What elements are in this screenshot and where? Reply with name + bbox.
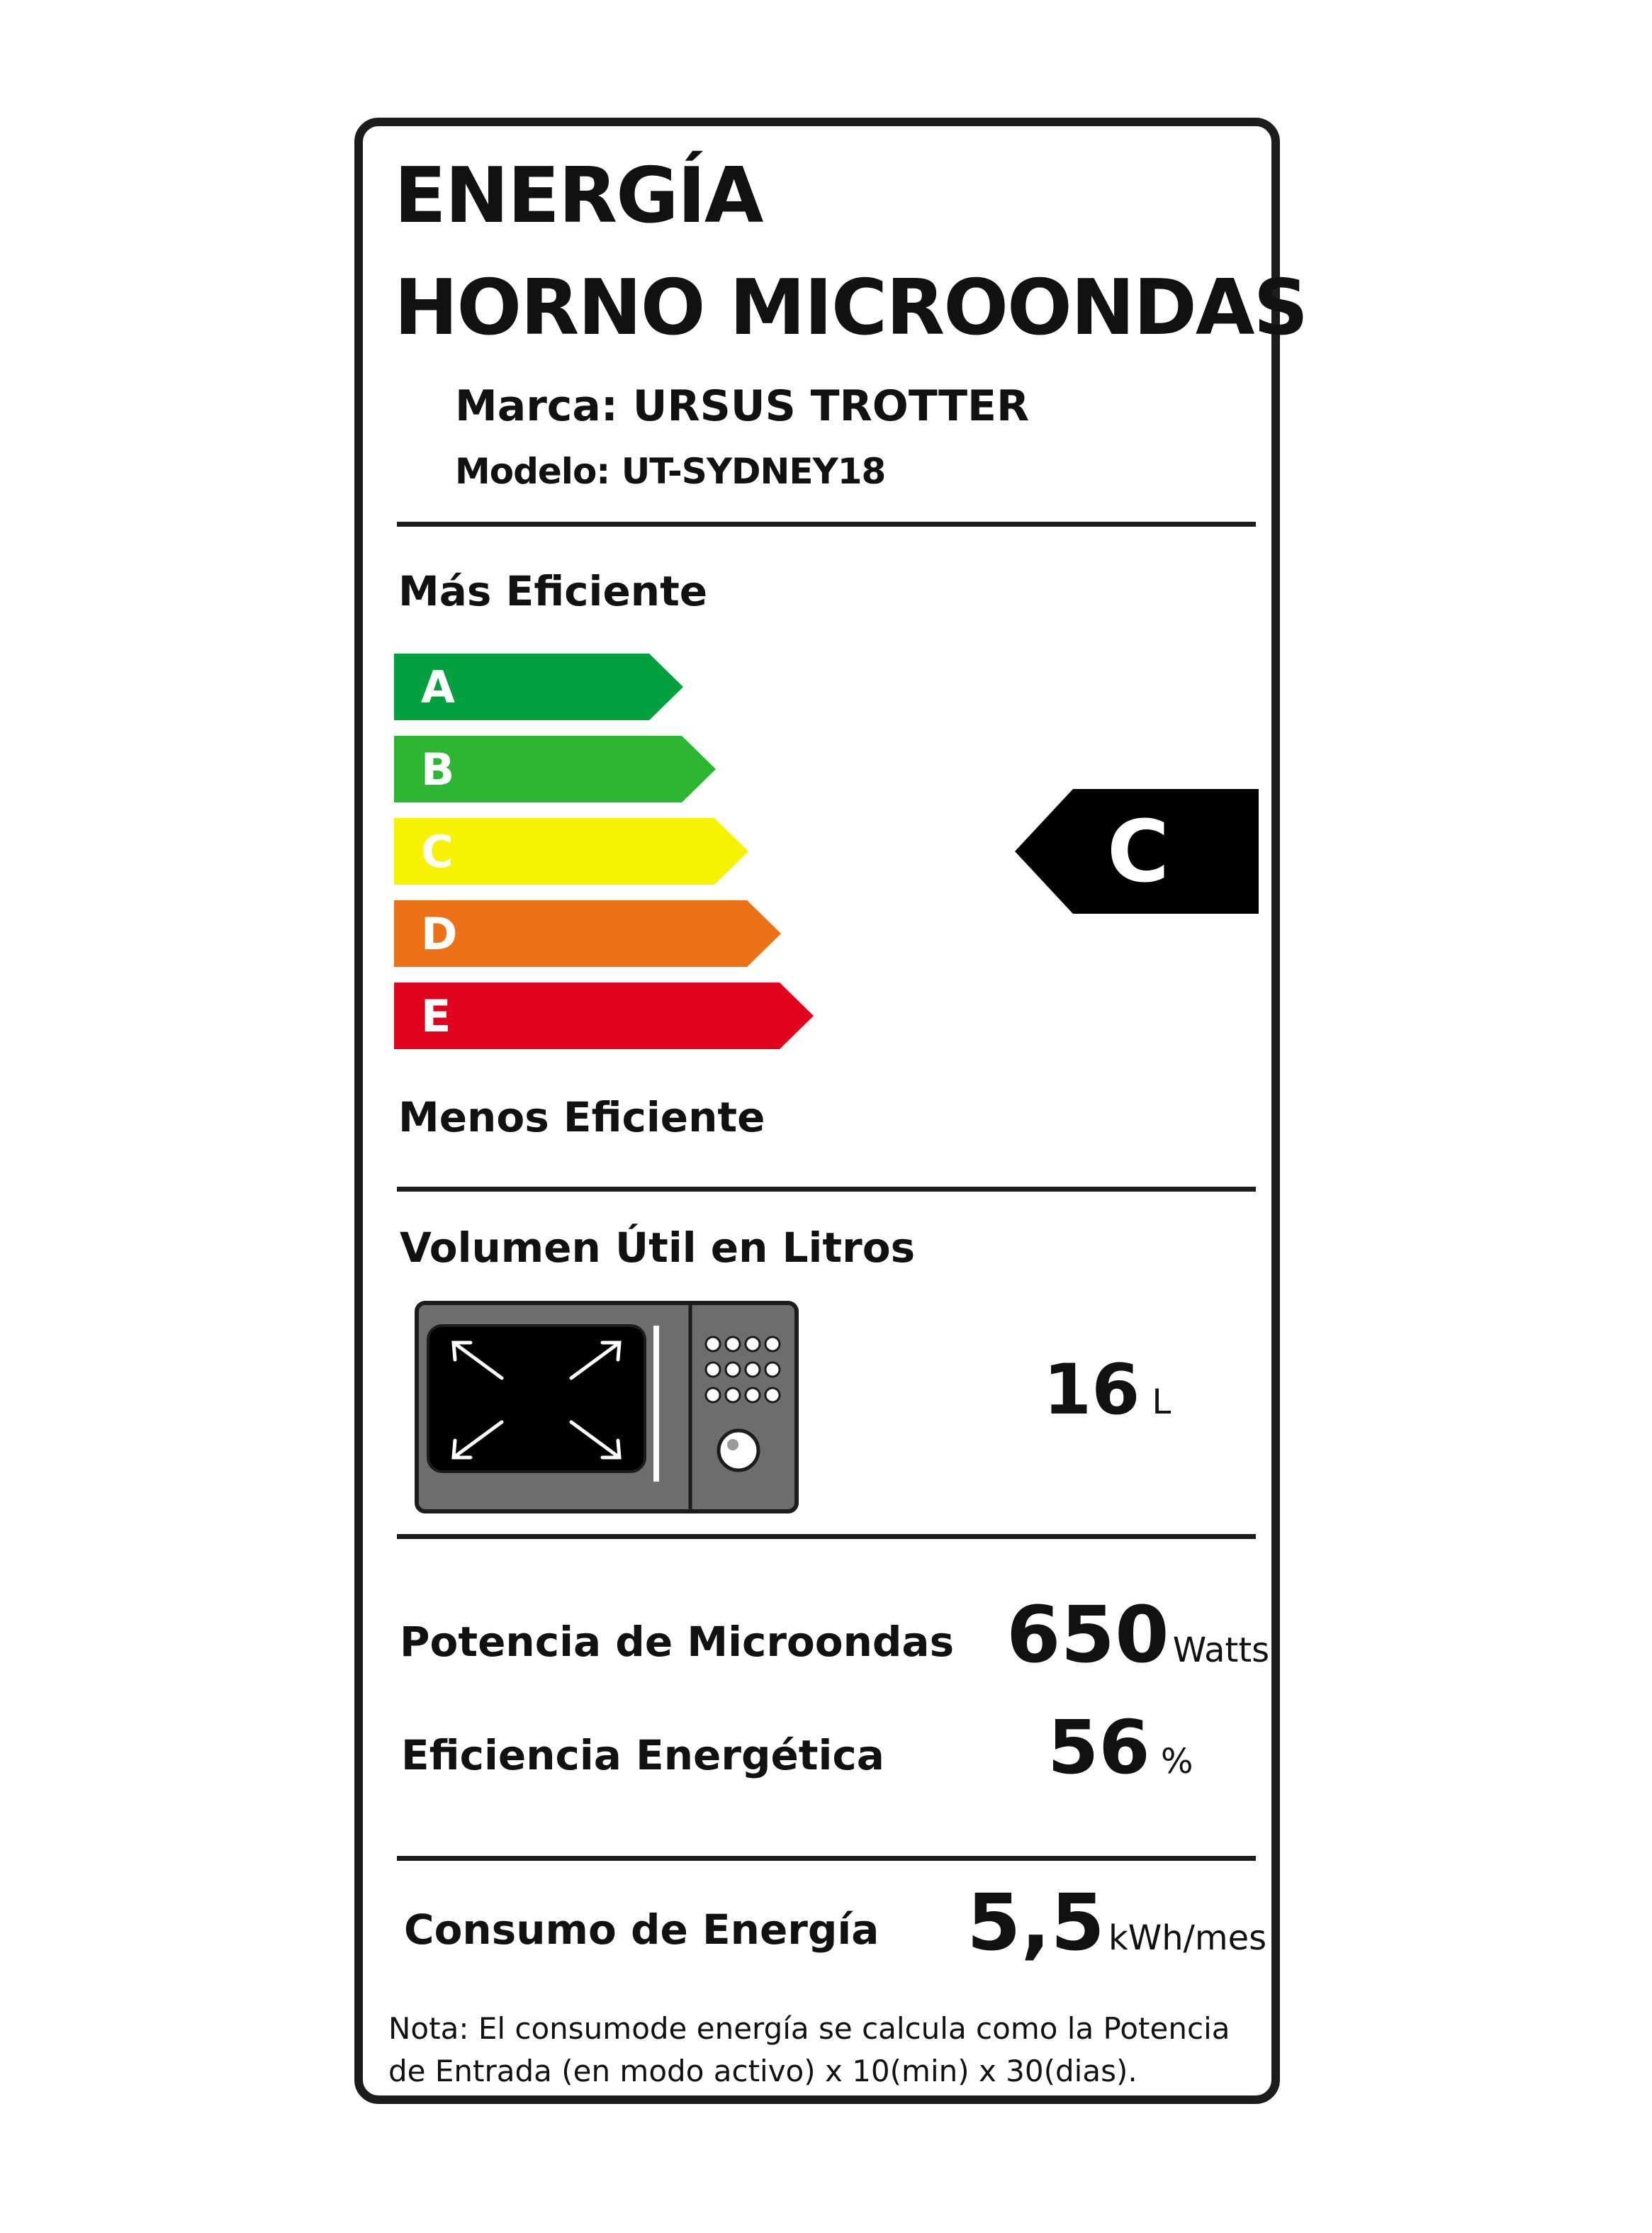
power-label: Potencia de Microondas — [400, 1618, 955, 1666]
class-arrow-c — [394, 818, 748, 885]
rating-indicator — [1015, 789, 1259, 914]
power-value: 650 — [1006, 1589, 1169, 1680]
class-letter: B — [421, 744, 455, 795]
power-unit: Watts — [1172, 1630, 1270, 1670]
class-arrow-a — [394, 654, 683, 720]
least-efficient-label: Menos Eficiente — [398, 1093, 765, 1141]
consumption-label: Consumo de Energía — [404, 1905, 880, 1954]
efficiency-unit: % — [1160, 1742, 1193, 1781]
volume-label: Volumen Útil en Litros — [400, 1224, 916, 1272]
efficiency-label: Eficiencia Energética — [401, 1731, 884, 1779]
class-arrow-e — [394, 983, 814, 1049]
label-title-product: HORNO MICROONDAS — [394, 264, 1308, 352]
divider — [397, 1187, 1256, 1192]
class-arrow-shape — [394, 983, 814, 1049]
efficiency-readout — [1047, 1704, 1193, 1791]
divider — [397, 522, 1256, 527]
divider — [397, 1856, 1256, 1861]
class-arrow-b — [394, 736, 716, 802]
consumption-value: 5,5 — [967, 1877, 1105, 1968]
microwave-icon — [414, 1300, 799, 1514]
most-efficient-label: Más Eficiente — [398, 567, 708, 615]
efficiency-value: 56 — [1047, 1704, 1150, 1791]
consumption-readout — [967, 1877, 1266, 1968]
class-letter: A — [421, 661, 455, 713]
consumption-unit: kWh/mes — [1108, 1918, 1267, 1958]
power-readout — [1006, 1589, 1269, 1680]
class-letter: C — [421, 826, 454, 878]
footnote: Nota: El consumode energía se calcula como la Potencia de Entrada (en modo activo) x 10(min) x 30(dias). — [388, 2011, 1230, 2088]
label-title-energy: ENERGÍA — [394, 152, 763, 240]
volume-readout — [1043, 1350, 1171, 1431]
efficiency-scale — [394, 651, 1259, 1062]
energy-label-card — [354, 118, 1308, 2104]
class-arrow-d — [394, 900, 781, 967]
volume-value: 16 — [1043, 1350, 1140, 1431]
model-text: Modelo: UT-SYDNEY18 — [455, 451, 886, 492]
divider — [397, 1534, 1256, 1539]
rating-letter: C — [1106, 803, 1170, 902]
class-letter: E — [421, 990, 451, 1042]
volume-unit: L — [1152, 1382, 1171, 1422]
brand-text: Marca: URSUS TROTTER — [455, 381, 1030, 431]
class-letter: D — [421, 908, 458, 960]
